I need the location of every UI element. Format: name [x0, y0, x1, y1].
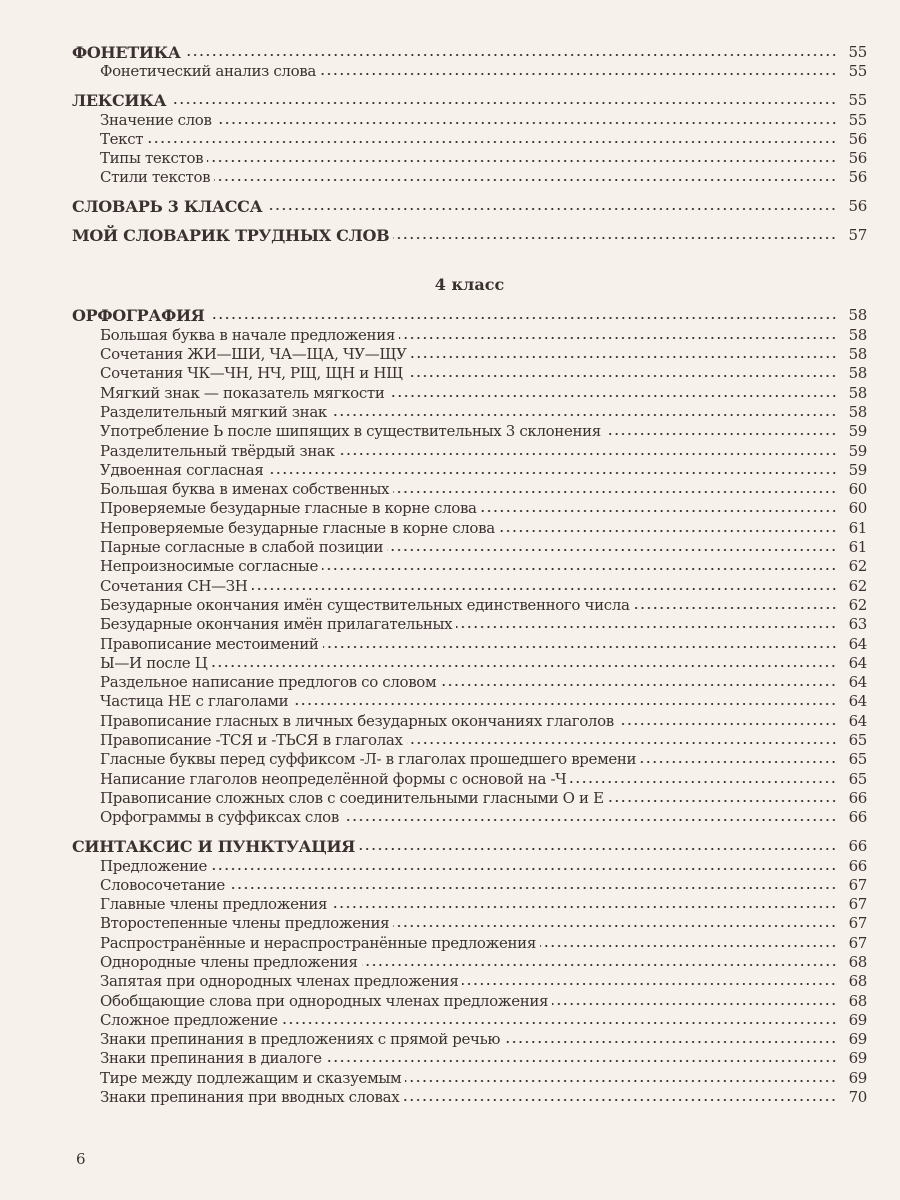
- toc-entry-label: Безударные окончания имён прилагательных: [100, 615, 453, 634]
- dot-leader: [608, 799, 837, 803]
- table-of-contents: [72, 40, 867, 1107]
- toc-entry-label: Обобщающие слова при однородных членах предложения: [100, 991, 549, 1010]
- dot-leader: [216, 121, 837, 125]
- dot-leader: [170, 101, 837, 105]
- toc-entry-label: Правописание сложных слов с соединительными гласными О и Е: [100, 788, 604, 807]
- dot-leader: [229, 886, 837, 890]
- toc-entry-page: 68: [848, 991, 867, 1010]
- toc-entry-label: СИНТАКСИС И ПУНКТУАЦИЯ: [72, 837, 356, 857]
- toc-subentry[interactable]: [72, 1088, 867, 1107]
- toc-entry-label: Текст: [100, 129, 144, 148]
- toc-section-heading[interactable]: [72, 40, 867, 62]
- toc-entry-page: 55: [848, 62, 867, 81]
- toc-entry-label: Орфограммы в суффиксах слов: [100, 808, 339, 827]
- dot-leader: [211, 664, 837, 668]
- toc-entry-page: 62: [848, 595, 867, 614]
- toc-entry-label: Стили текстов: [100, 168, 211, 187]
- toc-entry-label: Гласные буквы перед суффиксом -Л- в глаголах прошедшего времени: [100, 750, 637, 769]
- toc-subentry[interactable]: [72, 1030, 867, 1049]
- dot-leader: [403, 1098, 837, 1102]
- toc-entry-label: Знаки препинания в предложениях с прямой речью: [100, 1030, 501, 1049]
- toc-subentry[interactable]: [72, 576, 867, 595]
- toc-entry-page: 56: [848, 168, 867, 187]
- toc-entry-page: 58: [848, 364, 867, 383]
- toc-entry-label: МОЙ СЛОВАРИК ТРУДНЫХ СЛОВ: [72, 226, 390, 246]
- dot-leader: [320, 72, 837, 76]
- toc-entry-page: 58: [848, 325, 867, 344]
- dot-leader: [326, 1059, 837, 1063]
- toc-entry-label: Большая буква в начале предложения: [100, 325, 395, 344]
- dot-leader: [268, 471, 837, 475]
- toc-subentry[interactable]: [72, 62, 867, 81]
- dot-leader: [393, 924, 837, 928]
- toc-entry-page: 64: [848, 653, 867, 672]
- dot-leader: [387, 548, 837, 552]
- toc-subentry[interactable]: [72, 422, 867, 441]
- toc-entry-page: 64: [848, 634, 867, 653]
- toc-subentry[interactable]: [72, 856, 867, 875]
- toc-entry-label: Сочетания СН—ЗН: [100, 576, 248, 595]
- dot-leader: [147, 140, 837, 144]
- toc-grade-3-tail: [72, 40, 867, 245]
- toc-entry-page: 58: [848, 345, 867, 364]
- dot-leader: [209, 316, 837, 320]
- dot-leader: [266, 207, 837, 211]
- dot-leader: [552, 1002, 837, 1006]
- toc-entry-label: Употребление Ь после шипящих в существительных 3 склонения: [100, 422, 601, 441]
- toc-subentry[interactable]: [72, 480, 867, 499]
- toc-entry-label: Тире между подлежащим и сказуемым: [100, 1068, 402, 1087]
- toc-entry-label: Предложение: [100, 856, 208, 875]
- dot-leader: [389, 394, 837, 398]
- toc-entry-label: ОРФОГРАФИЯ: [72, 306, 205, 326]
- toc-entry-label: Парные согласные в слабой позиции: [100, 538, 384, 557]
- dot-leader: [407, 374, 837, 378]
- dot-leader: [214, 178, 837, 182]
- toc-entry-label: Правописание местоимений: [100, 634, 319, 653]
- dot-leader: [634, 606, 837, 610]
- toc-entry-label: Значение слов: [100, 110, 212, 129]
- toc-subentry[interactable]: [72, 1049, 867, 1068]
- toc-entry-label: Разделительный мягкий знак: [100, 402, 327, 421]
- dot-leader: [362, 963, 837, 967]
- dot-leader: [640, 760, 837, 764]
- dot-leader: [343, 818, 837, 822]
- toc-entry-page: 56: [848, 197, 867, 216]
- toc-entry-label: ФОНЕТИКА: [72, 43, 181, 62]
- toc-subentry[interactable]: [72, 345, 867, 364]
- toc-subentry[interactable]: [72, 750, 867, 769]
- toc-entry-label: Сложное предложение: [100, 1010, 278, 1029]
- toc-subentry[interactable]: [72, 461, 867, 480]
- toc-entry-label: Правописание -ТСЯ и -ТЬСЯ в глаголах: [100, 731, 403, 750]
- toc-subentry[interactable]: [72, 518, 867, 537]
- dot-leader: [282, 1021, 837, 1025]
- dot-leader: [540, 944, 837, 948]
- toc-entry-page: 59: [848, 422, 867, 441]
- dot-leader: [393, 490, 837, 494]
- toc-entry-page: 62: [848, 576, 867, 595]
- toc-entry-label: Ы—И после Ц: [100, 653, 208, 672]
- toc-subentry[interactable]: [72, 325, 867, 344]
- dot-leader: [407, 741, 837, 745]
- toc-subentry[interactable]: [72, 1011, 867, 1030]
- toc-entry-page: 66: [848, 808, 867, 827]
- toc-entry-page: 67: [848, 933, 867, 952]
- toc-entry-label: Непроверяемые безударные гласные в корне слова: [100, 518, 495, 537]
- toc-entry-page: 58: [848, 402, 867, 421]
- dot-leader: [462, 982, 837, 986]
- dot-leader: [618, 722, 837, 726]
- toc-entry-page: 65: [848, 750, 867, 769]
- toc-entry-label: Безударные окончания имён существительных единственного числа: [100, 595, 630, 614]
- toc-subentry[interactable]: [72, 149, 867, 168]
- toc-subentry[interactable]: [72, 914, 867, 933]
- toc-grade-4: [72, 303, 867, 1107]
- toc-subentry[interactable]: [72, 953, 867, 972]
- toc-entry-page: 68: [848, 952, 867, 971]
- toc-subentry[interactable]: [72, 383, 867, 402]
- toc-entry-page: 69: [848, 1068, 867, 1087]
- toc-section-heading[interactable]: [72, 88, 867, 110]
- toc-entry-label: Типы текстов: [100, 149, 204, 168]
- toc-entry-page: 55: [848, 110, 867, 129]
- toc-subentry[interactable]: [72, 1068, 867, 1087]
- toc-entry-label: Непроизносимые согласные: [100, 557, 319, 576]
- dot-leader: [323, 645, 838, 649]
- toc-entry-page: 66: [848, 788, 867, 807]
- toc-entry-page: 60: [848, 499, 867, 518]
- dot-leader: [393, 236, 837, 240]
- toc-subentry[interactable]: [72, 933, 867, 952]
- toc-entry-page: 59: [848, 441, 867, 460]
- toc-subentry[interactable]: [72, 557, 867, 576]
- dot-leader: [399, 336, 837, 340]
- dot-leader: [339, 452, 837, 456]
- toc-entry-page: 61: [848, 538, 867, 557]
- toc-subentry[interactable]: [72, 876, 867, 895]
- dot-leader: [440, 683, 837, 687]
- toc-entry-page: 67: [848, 875, 867, 894]
- toc-entry-page: 64: [848, 692, 867, 711]
- toc-entry-page: 69: [848, 1030, 867, 1049]
- toc-entry-label: Проверяемые безударные гласные в корне слова: [100, 499, 477, 518]
- dot-leader: [605, 432, 837, 436]
- toc-subentry[interactable]: [72, 972, 867, 991]
- dot-leader: [411, 355, 837, 359]
- dot-leader: [252, 587, 837, 591]
- toc-entry-label: СЛОВАРЬ 3 КЛАССА: [72, 197, 263, 217]
- toc-entry-page: 60: [848, 480, 867, 499]
- toc-entry-label: Большая буква в именах собственных: [100, 480, 390, 499]
- toc-entry-page: 56: [848, 149, 867, 168]
- toc-entry-page: 67: [848, 914, 867, 933]
- toc-entry-page: 66: [848, 837, 867, 856]
- toc-entry-label: Раздельное написание предлогов со словом: [100, 673, 437, 692]
- dot-leader: [185, 53, 837, 57]
- toc-entry-label: Знаки препинания в диалоге: [100, 1049, 322, 1068]
- toc-subentry[interactable]: [72, 673, 867, 692]
- toc-subentry[interactable]: [72, 769, 867, 788]
- toc-entry-page: 58: [848, 383, 867, 402]
- toc-entry-label: Второстепенные члены предложения: [100, 914, 390, 933]
- toc-entry-label: Однородные члены предложения: [100, 952, 358, 971]
- toc-entry-page: 65: [848, 731, 867, 750]
- toc-entry-label: Мягкий знак — показатель мягкости: [100, 383, 385, 402]
- toc-subentry[interactable]: [72, 808, 867, 827]
- toc-subentry[interactable]: [72, 654, 867, 673]
- toc-entry-page: 64: [848, 673, 867, 692]
- toc-section-heading[interactable]: [72, 223, 867, 245]
- grade-heading: 4 класс: [434, 275, 505, 295]
- dot-leader: [481, 509, 837, 513]
- toc-entry-page: 67: [848, 895, 867, 914]
- dot-leader: [570, 780, 837, 784]
- toc-subentry[interactable]: [72, 168, 867, 187]
- toc-entry-page: 66: [848, 856, 867, 875]
- dot-leader: [292, 702, 837, 706]
- toc-subentry[interactable]: [72, 634, 867, 653]
- toc-entry-page: 55: [848, 43, 867, 61]
- dot-leader: [331, 413, 837, 417]
- dot-leader: [405, 1079, 837, 1083]
- toc-entry-page: 57: [848, 226, 867, 245]
- toc-entry-label: Запятая при однородных членах предложения: [100, 972, 459, 991]
- toc-subentry[interactable]: [72, 130, 867, 149]
- toc-entry-page: 68: [848, 972, 867, 991]
- toc-entry-label: Разделительный твёрдый знак: [100, 441, 335, 460]
- toc-entry-label: Фонетический анализ слова: [100, 62, 316, 81]
- toc-entry-page: 62: [848, 557, 867, 576]
- toc-subentry[interactable]: [72, 538, 867, 557]
- toc-entry-label: Сочетания ЧК—ЧН, НЧ, РЩ, ЩН и НЩ: [100, 364, 403, 383]
- toc-entry-label: Словосочетание: [100, 875, 225, 894]
- toc-subentry[interactable]: [72, 615, 867, 634]
- dot-leader: [211, 867, 837, 871]
- toc-entry-label: Правописание гласных в личных безударных окончаниях глаголов: [100, 711, 614, 730]
- toc-subentry[interactable]: [72, 110, 867, 129]
- toc-entry-page: 70: [848, 1088, 867, 1107]
- toc-section-heading[interactable]: [72, 834, 867, 856]
- toc-entry-label: Сочетания ЖИ—ШИ, ЧА—ЩА, ЧУ—ЩУ: [100, 345, 407, 364]
- toc-entry-label: Знаки препинания при вводных словах: [100, 1088, 400, 1107]
- toc-entry-label: Главные члены предложения: [100, 895, 328, 914]
- toc-entry-page: 55: [848, 91, 867, 110]
- toc-subentry[interactable]: [72, 991, 867, 1010]
- toc-section-heading[interactable]: [72, 303, 867, 325]
- toc-subentry[interactable]: [72, 731, 867, 750]
- toc-subentry[interactable]: [72, 499, 867, 518]
- dot-leader: [207, 159, 837, 163]
- dot-leader: [499, 529, 837, 533]
- toc-entry-label: Распространённые и нераспространённые предложения: [100, 933, 536, 952]
- toc-entry-page: 69: [848, 1010, 867, 1029]
- toc-entry-label: ЛЕКСИКА: [72, 91, 167, 111]
- toc-entry-page: 65: [848, 769, 867, 788]
- page-number: 6: [76, 1150, 86, 1168]
- toc-subentry[interactable]: [72, 711, 867, 730]
- toc-entry-label: Написание глаголов неопределённой формы с основой на -Ч: [100, 769, 567, 788]
- toc-entry-label: Частица НЕ с глаголами: [100, 692, 289, 711]
- toc-entry-page: 61: [848, 518, 867, 537]
- toc-entry-page: 59: [848, 460, 867, 479]
- toc-subentry[interactable]: [72, 441, 867, 460]
- toc-subentry[interactable]: [72, 692, 867, 711]
- toc-entry-page: 56: [848, 129, 867, 148]
- toc-entry-page: 69: [848, 1049, 867, 1068]
- toc-subentry[interactable]: [72, 403, 867, 422]
- toc-entry-page: 58: [848, 306, 867, 325]
- toc-subentry[interactable]: [72, 895, 867, 914]
- dot-leader: [504, 1040, 837, 1044]
- toc-entry-label: Удвоенная согласная: [100, 460, 264, 479]
- toc-subentry[interactable]: [72, 596, 867, 615]
- dot-leader: [322, 567, 837, 571]
- toc-section-heading[interactable]: [72, 194, 867, 216]
- toc-subentry[interactable]: [72, 789, 867, 808]
- dot-leader: [359, 847, 837, 851]
- toc-entry-page: 63: [848, 615, 867, 634]
- toc-entry-page: 64: [848, 711, 867, 730]
- toc-subentry[interactable]: [72, 364, 867, 383]
- dot-leader: [331, 905, 837, 909]
- dot-leader: [456, 625, 837, 629]
